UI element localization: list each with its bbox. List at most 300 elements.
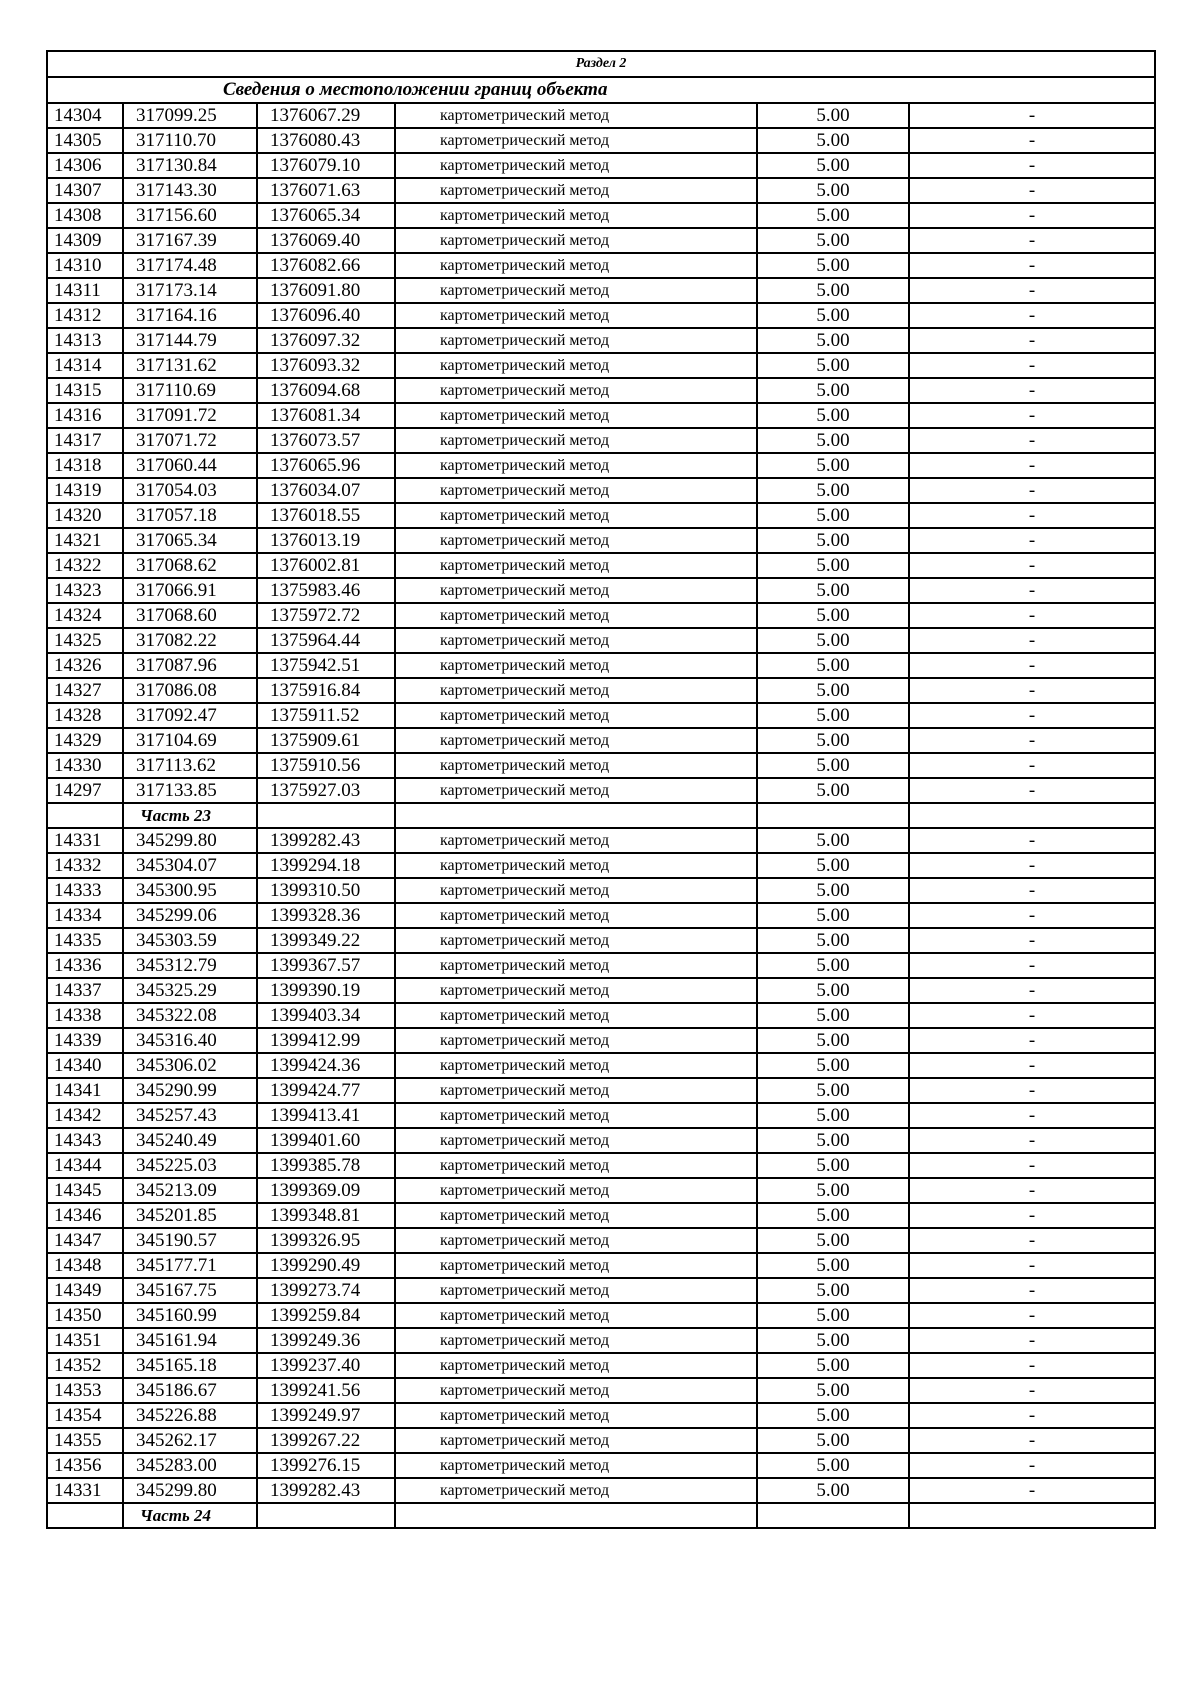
accuracy: 5.00 <box>757 878 909 903</box>
description: - <box>909 603 1155 628</box>
point-number: 14324 <box>47 603 123 628</box>
accuracy: 5.00 <box>757 528 909 553</box>
point-number: 14339 <box>47 1028 123 1053</box>
point-number: 14348 <box>47 1253 123 1278</box>
coord-y: 1399237.40 <box>257 1353 395 1378</box>
table-row <box>47 1353 1155 1378</box>
table-row <box>47 1178 1155 1203</box>
coord-y: 1375972.72 <box>257 603 395 628</box>
method: картометрический метод <box>395 1303 757 1328</box>
coord-x: 317144.79 <box>123 328 257 353</box>
description: - <box>909 453 1155 478</box>
method: картометрический метод <box>395 953 757 978</box>
part-label: Часть 24 <box>123 1503 257 1528</box>
table-row <box>47 478 1155 503</box>
description: - <box>909 1128 1155 1153</box>
description: - <box>909 1178 1155 1203</box>
description: - <box>909 1003 1155 1028</box>
description: - <box>909 228 1155 253</box>
point-number: 14309 <box>47 228 123 253</box>
description: - <box>909 1428 1155 1453</box>
table-row <box>47 978 1155 1003</box>
description: - <box>909 353 1155 378</box>
description: - <box>909 1078 1155 1103</box>
table-row <box>47 553 1155 578</box>
point-number: 14312 <box>47 303 123 328</box>
accuracy: 5.00 <box>757 1378 909 1403</box>
accuracy: 5.00 <box>757 1178 909 1203</box>
point-number: 14306 <box>47 153 123 178</box>
coord-y: 1399259.84 <box>257 1303 395 1328</box>
coord-x: 317174.48 <box>123 253 257 278</box>
table-row <box>47 328 1155 353</box>
coord-y: 1375916.84 <box>257 678 395 703</box>
coord-x: 317091.72 <box>123 403 257 428</box>
table-row <box>47 303 1155 328</box>
method: картометрический метод <box>395 1428 757 1453</box>
coord-x: 345226.88 <box>123 1403 257 1428</box>
coord-x: 345316.40 <box>123 1028 257 1053</box>
coord-x: 345303.59 <box>123 928 257 953</box>
accuracy: 5.00 <box>757 428 909 453</box>
coord-y: 1376097.32 <box>257 328 395 353</box>
coord-x: 345283.00 <box>123 1453 257 1478</box>
table-row <box>47 678 1155 703</box>
coord-x: 317068.60 <box>123 603 257 628</box>
description: - <box>909 203 1155 228</box>
accuracy: 5.00 <box>757 278 909 303</box>
accuracy: 5.00 <box>757 578 909 603</box>
description: - <box>909 678 1155 703</box>
table-row <box>47 1128 1155 1153</box>
method: картометрический метод <box>395 653 757 678</box>
coord-y: 1399282.43 <box>257 1478 395 1503</box>
method: картометрический метод <box>395 353 757 378</box>
part-header-row <box>47 1503 1155 1528</box>
table-row <box>47 653 1155 678</box>
table-row <box>47 1303 1155 1328</box>
table-row <box>47 253 1155 278</box>
point-number: 14330 <box>47 753 123 778</box>
accuracy: 5.00 <box>757 1203 909 1228</box>
point-number: 14331 <box>47 1478 123 1503</box>
point-number: 14353 <box>47 1378 123 1403</box>
table-row <box>47 628 1155 653</box>
coord-y: 1376093.32 <box>257 353 395 378</box>
coord-y: 1399385.78 <box>257 1153 395 1178</box>
method: картометрический метод <box>395 203 757 228</box>
description: - <box>909 1228 1155 1253</box>
description: - <box>909 928 1155 953</box>
accuracy: 5.00 <box>757 1303 909 1328</box>
accuracy: 5.00 <box>757 828 909 853</box>
coord-x: 345240.49 <box>123 1128 257 1153</box>
coord-y: 1375964.44 <box>257 628 395 653</box>
part-empty-cell <box>909 1503 1155 1528</box>
part-empty-cell <box>47 803 123 828</box>
description: - <box>909 728 1155 753</box>
coord-y: 1375910.56 <box>257 753 395 778</box>
accuracy: 5.00 <box>757 703 909 728</box>
table-row <box>47 103 1155 128</box>
point-number: 14318 <box>47 453 123 478</box>
coord-x: 317086.08 <box>123 678 257 703</box>
method: картометрический метод <box>395 878 757 903</box>
coord-x: 317104.69 <box>123 728 257 753</box>
description: - <box>909 1353 1155 1378</box>
point-number: 14351 <box>47 1328 123 1353</box>
method: картометрический метод <box>395 728 757 753</box>
part-empty-cell <box>757 1503 909 1528</box>
coord-y: 1375909.61 <box>257 728 395 753</box>
method: картометрический метод <box>395 1378 757 1403</box>
table-row <box>47 928 1155 953</box>
point-number: 14344 <box>47 1153 123 1178</box>
coord-y: 1376094.68 <box>257 378 395 403</box>
description: - <box>909 1403 1155 1428</box>
accuracy: 5.00 <box>757 1028 909 1053</box>
table-row <box>47 1103 1155 1128</box>
point-number: 14323 <box>47 578 123 603</box>
coord-x: 345161.94 <box>123 1328 257 1353</box>
coord-x: 317167.39 <box>123 228 257 253</box>
description: - <box>909 778 1155 803</box>
table-row <box>47 853 1155 878</box>
description: - <box>909 428 1155 453</box>
coord-y: 1399348.81 <box>257 1203 395 1228</box>
description: - <box>909 1453 1155 1478</box>
coord-y: 1399294.18 <box>257 853 395 878</box>
description: - <box>909 978 1155 1003</box>
table-row <box>47 403 1155 428</box>
method: картометрический метод <box>395 1153 757 1178</box>
coord-y: 1376069.40 <box>257 228 395 253</box>
method: картометрический метод <box>395 1003 757 1028</box>
description: - <box>909 403 1155 428</box>
coord-x: 317066.91 <box>123 578 257 603</box>
accuracy: 5.00 <box>757 403 909 428</box>
coord-y: 1399349.22 <box>257 928 395 953</box>
coord-x: 317156.60 <box>123 203 257 228</box>
table-row <box>47 228 1155 253</box>
coord-y: 1399390.19 <box>257 978 395 1003</box>
method: картометрический метод <box>395 1103 757 1128</box>
coord-y: 1376065.34 <box>257 203 395 228</box>
coord-x: 317060.44 <box>123 453 257 478</box>
point-number: 14354 <box>47 1403 123 1428</box>
description: - <box>909 753 1155 778</box>
part-empty-cell <box>757 803 909 828</box>
coord-x: 345225.03 <box>123 1153 257 1178</box>
part-empty-cell <box>395 1503 757 1528</box>
method: картометрический метод <box>395 1403 757 1428</box>
coord-x: 317068.62 <box>123 553 257 578</box>
table-row <box>47 1453 1155 1478</box>
method: картометрический метод <box>395 1278 757 1303</box>
point-number: 14305 <box>47 128 123 153</box>
point-number: 14310 <box>47 253 123 278</box>
table-row <box>47 178 1155 203</box>
coord-x: 345300.95 <box>123 878 257 903</box>
description: - <box>909 703 1155 728</box>
accuracy: 5.00 <box>757 1153 909 1178</box>
part-empty-cell <box>257 803 395 828</box>
coord-x: 345177.71 <box>123 1253 257 1278</box>
accuracy: 5.00 <box>757 1453 909 1478</box>
description: - <box>909 878 1155 903</box>
accuracy: 5.00 <box>757 153 909 178</box>
point-number: 14355 <box>47 1428 123 1453</box>
coord-y: 1399273.74 <box>257 1278 395 1303</box>
coord-x: 345165.18 <box>123 1353 257 1378</box>
method: картометрический метод <box>395 703 757 728</box>
method: картометрический метод <box>395 1228 757 1253</box>
method: картометрический метод <box>395 528 757 553</box>
point-number: 14345 <box>47 1178 123 1203</box>
point-number: 14349 <box>47 1278 123 1303</box>
coord-y: 1399424.77 <box>257 1078 395 1103</box>
accuracy: 5.00 <box>757 928 909 953</box>
accuracy: 5.00 <box>757 1253 909 1278</box>
point-number: 14319 <box>47 478 123 503</box>
accuracy: 5.00 <box>757 953 909 978</box>
table-row <box>47 353 1155 378</box>
method: картометрический метод <box>395 178 757 203</box>
table-row <box>47 1253 1155 1278</box>
part-empty-cell <box>257 1503 395 1528</box>
method: картометрический метод <box>395 103 757 128</box>
point-number: 14316 <box>47 403 123 428</box>
point-number: 14335 <box>47 928 123 953</box>
method: картометрический метод <box>395 303 757 328</box>
coord-y: 1376091.80 <box>257 278 395 303</box>
point-number: 14321 <box>47 528 123 553</box>
title-row <box>47 77 1155 103</box>
accuracy: 5.00 <box>757 778 909 803</box>
table-row <box>47 1153 1155 1178</box>
coord-x: 317071.72 <box>123 428 257 453</box>
method: картометрический метод <box>395 253 757 278</box>
method: картометрический метод <box>395 378 757 403</box>
accuracy: 5.00 <box>757 1078 909 1103</box>
accuracy: 5.00 <box>757 1428 909 1453</box>
table-row <box>47 578 1155 603</box>
coord-y: 1376081.34 <box>257 403 395 428</box>
coord-x: 317092.47 <box>123 703 257 728</box>
method: картометрический метод <box>395 1453 757 1478</box>
boundary-table <box>46 50 1156 1529</box>
point-number: 14308 <box>47 203 123 228</box>
point-number: 14347 <box>47 1228 123 1253</box>
description: - <box>909 903 1155 928</box>
point-number: 14343 <box>47 1128 123 1153</box>
description: - <box>909 253 1155 278</box>
table-row <box>47 753 1155 778</box>
coord-y: 1399290.49 <box>257 1253 395 1278</box>
description: - <box>909 653 1155 678</box>
method: картометрический метод <box>395 628 757 653</box>
method: картометрический метод <box>395 1478 757 1503</box>
coord-y: 1376071.63 <box>257 178 395 203</box>
accuracy: 5.00 <box>757 628 909 653</box>
method: картометрический метод <box>395 753 757 778</box>
coord-x: 317082.22 <box>123 628 257 653</box>
accuracy: 5.00 <box>757 1478 909 1503</box>
method: картометрический метод <box>395 978 757 1003</box>
method: картометрический метод <box>395 578 757 603</box>
description: - <box>909 178 1155 203</box>
accuracy: 5.00 <box>757 178 909 203</box>
coord-y: 1376013.19 <box>257 528 395 553</box>
description: - <box>909 128 1155 153</box>
table-row <box>47 1003 1155 1028</box>
coord-x: 345160.99 <box>123 1303 257 1328</box>
point-number: 14297 <box>47 778 123 803</box>
coord-y: 1399369.09 <box>257 1178 395 1203</box>
accuracy: 5.00 <box>757 978 909 1003</box>
accuracy: 5.00 <box>757 1353 909 1378</box>
method: картометрический метод <box>395 153 757 178</box>
table-row <box>47 1078 1155 1103</box>
coord-x: 317087.96 <box>123 653 257 678</box>
point-number: 14313 <box>47 328 123 353</box>
table-row <box>47 453 1155 478</box>
accuracy: 5.00 <box>757 728 909 753</box>
coord-x: 345262.17 <box>123 1428 257 1453</box>
method: картометрический метод <box>395 1353 757 1378</box>
coord-y: 1376067.29 <box>257 103 395 128</box>
point-number: 14342 <box>47 1103 123 1128</box>
method: картометрический метод <box>395 678 757 703</box>
coord-y: 1375911.52 <box>257 703 395 728</box>
accuracy: 5.00 <box>757 1403 909 1428</box>
coord-x: 345201.85 <box>123 1203 257 1228</box>
description: - <box>909 328 1155 353</box>
table-row <box>47 153 1155 178</box>
description: - <box>909 553 1155 578</box>
section-header-row <box>47 51 1155 77</box>
accuracy: 5.00 <box>757 378 909 403</box>
coord-x: 345322.08 <box>123 1003 257 1028</box>
accuracy: 5.00 <box>757 1278 909 1303</box>
coord-x: 317130.84 <box>123 153 257 178</box>
table-row <box>47 1028 1155 1053</box>
table-row <box>47 953 1155 978</box>
accuracy: 5.00 <box>757 503 909 528</box>
description: - <box>909 1103 1155 1128</box>
table-row <box>47 503 1155 528</box>
table-row <box>47 778 1155 803</box>
coord-x: 317110.69 <box>123 378 257 403</box>
coord-y: 1376002.81 <box>257 553 395 578</box>
accuracy: 5.00 <box>757 1128 909 1153</box>
coord-y: 1375927.03 <box>257 778 395 803</box>
coord-x: 345312.79 <box>123 953 257 978</box>
table-row <box>47 428 1155 453</box>
accuracy: 5.00 <box>757 1003 909 1028</box>
description: - <box>909 853 1155 878</box>
accuracy: 5.00 <box>757 128 909 153</box>
accuracy: 5.00 <box>757 328 909 353</box>
coord-y: 1375942.51 <box>257 653 395 678</box>
coord-x: 345290.99 <box>123 1078 257 1103</box>
accuracy: 5.00 <box>757 203 909 228</box>
accuracy: 5.00 <box>757 253 909 278</box>
coord-x: 317099.25 <box>123 103 257 128</box>
description: - <box>909 153 1155 178</box>
table-row <box>47 1378 1155 1403</box>
description: - <box>909 1253 1155 1278</box>
coord-x: 345306.02 <box>123 1053 257 1078</box>
coord-x: 317164.16 <box>123 303 257 328</box>
description: - <box>909 953 1155 978</box>
coord-x: 317173.14 <box>123 278 257 303</box>
description: - <box>909 1028 1155 1053</box>
point-number: 14333 <box>47 878 123 903</box>
table-row <box>47 1278 1155 1303</box>
point-number: 14331 <box>47 828 123 853</box>
coord-x: 317057.18 <box>123 503 257 528</box>
method: картометрический метод <box>395 453 757 478</box>
method: картометрический метод <box>395 903 757 928</box>
method: картометрический метод <box>395 1178 757 1203</box>
table-row <box>47 728 1155 753</box>
point-number: 14320 <box>47 503 123 528</box>
point-number: 14326 <box>47 653 123 678</box>
coord-y: 1399412.99 <box>257 1028 395 1053</box>
boundary-table-body <box>47 51 1155 1528</box>
document-sheet <box>46 50 1154 1529</box>
description: - <box>909 1328 1155 1353</box>
accuracy: 5.00 <box>757 553 909 578</box>
description: - <box>909 628 1155 653</box>
method: картометрический метод <box>395 478 757 503</box>
description: - <box>909 578 1155 603</box>
coord-x: 345186.67 <box>123 1378 257 1403</box>
point-number: 14328 <box>47 703 123 728</box>
part-empty-cell <box>395 803 757 828</box>
coord-y: 1399241.56 <box>257 1378 395 1403</box>
table-row <box>47 528 1155 553</box>
part-header-row <box>47 803 1155 828</box>
coord-x: 345190.57 <box>123 1228 257 1253</box>
table-row <box>47 203 1155 228</box>
accuracy: 5.00 <box>757 1103 909 1128</box>
coord-x: 345257.43 <box>123 1103 257 1128</box>
description: - <box>909 1203 1155 1228</box>
accuracy: 5.00 <box>757 478 909 503</box>
method: картометрический метод <box>395 278 757 303</box>
table-row <box>47 1228 1155 1253</box>
table-row <box>47 1053 1155 1078</box>
point-number: 14338 <box>47 1003 123 1028</box>
description: - <box>909 528 1155 553</box>
part-label: Часть 23 <box>123 803 257 828</box>
table-row <box>47 378 1155 403</box>
coord-y: 1399367.57 <box>257 953 395 978</box>
table-row <box>47 1428 1155 1453</box>
coord-x: 345213.09 <box>123 1178 257 1203</box>
coord-x: 345299.06 <box>123 903 257 928</box>
coord-y: 1399328.36 <box>257 903 395 928</box>
table-row <box>47 1403 1155 1428</box>
coord-x: 345167.75 <box>123 1278 257 1303</box>
method: картометрический метод <box>395 128 757 153</box>
description: - <box>909 378 1155 403</box>
part-empty-cell <box>47 1503 123 1528</box>
accuracy: 5.00 <box>757 903 909 928</box>
point-number: 14350 <box>47 1303 123 1328</box>
